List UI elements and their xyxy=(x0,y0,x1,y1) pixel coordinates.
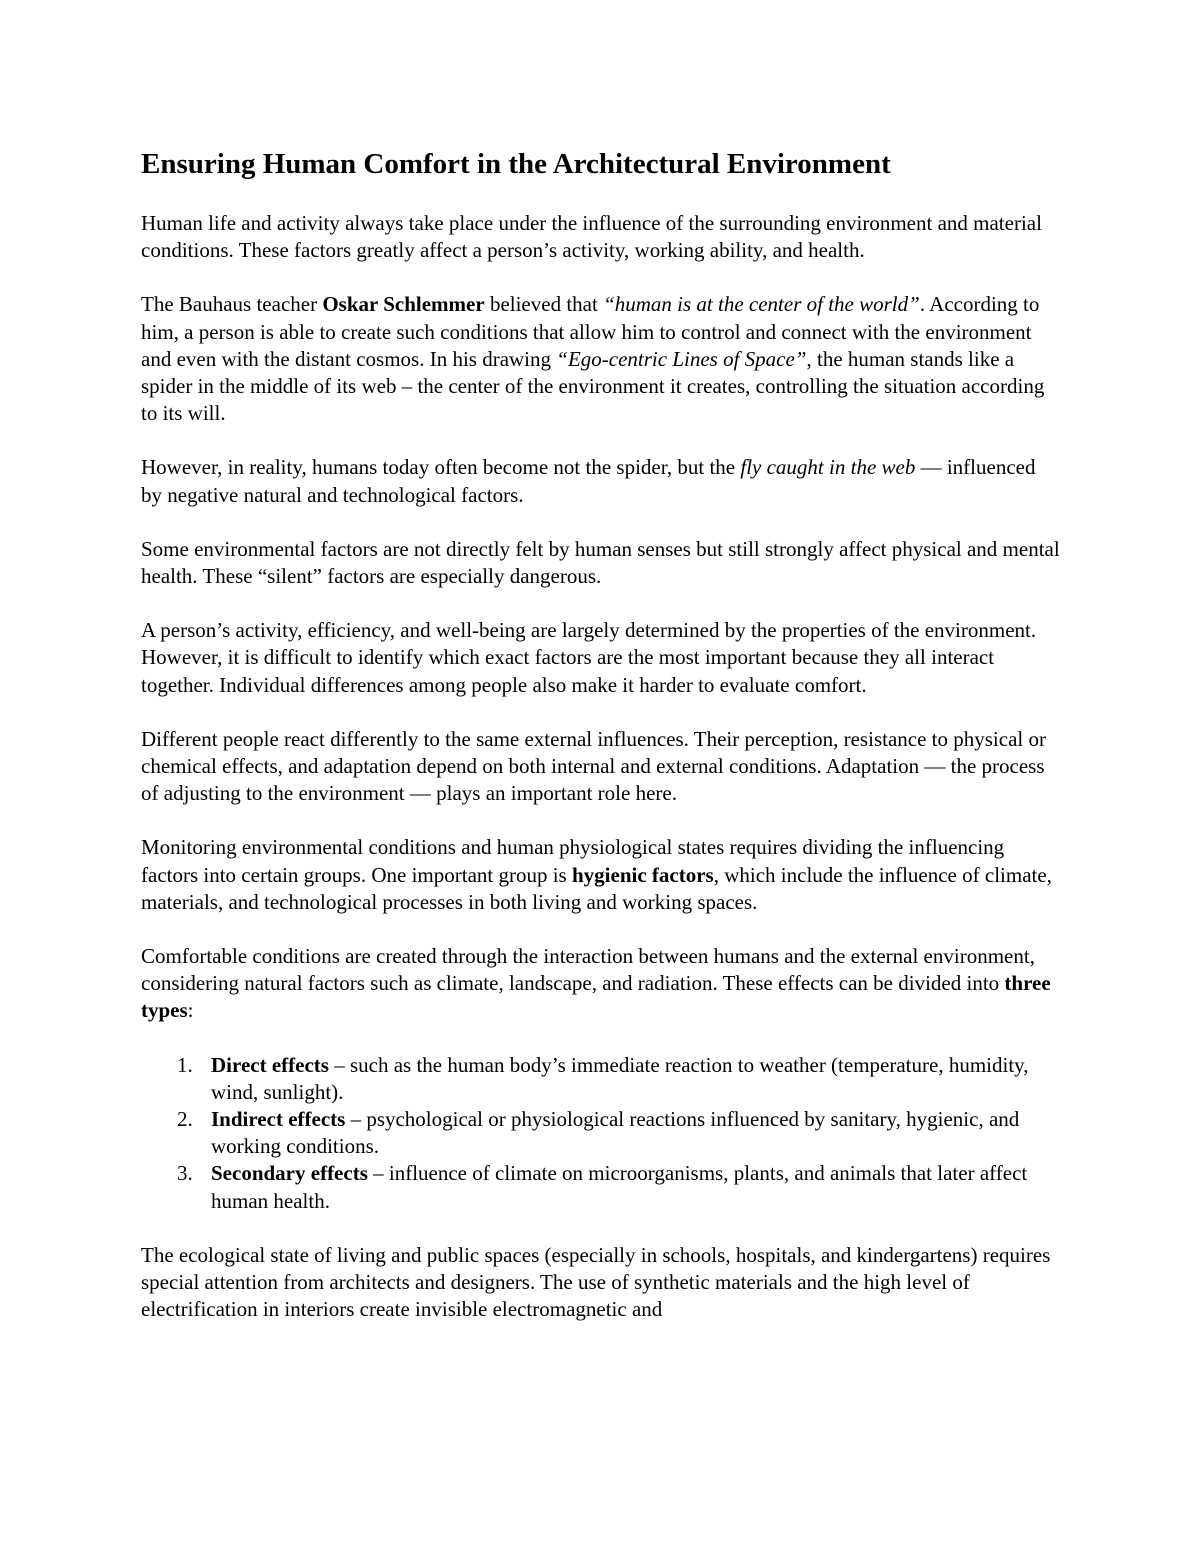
paragraph-silent-factors: Some environmental factors are not directly felt by human senses but still strongly affect physical and mental health. These “silent” factors are especially dangerous. xyxy=(141,536,1060,589)
text-run: . According to him, a person is able to create such conditions that allow him to control and connect with the environment and even with the distant cosmos. In his drawing xyxy=(141,292,1040,371)
list-term: Indirect effects xyxy=(211,1107,346,1132)
effects-list xyxy=(141,1052,1061,1215)
text-run: — influenced by negative natural and technological factors. xyxy=(141,455,1036,507)
name-bold: Oskar Schlemmer xyxy=(322,292,485,317)
term-bold: hygienic factors xyxy=(571,862,714,887)
text-run: Monitoring environmental conditions and human physiological states requires dividing the influencing factors into certain groups. One important group is xyxy=(141,835,1005,887)
text-run: The Bauhaus teacher xyxy=(141,292,323,317)
list-term: Direct effects xyxy=(211,1052,329,1077)
drawing-title-italic: “Ego-centric Lines of Space” xyxy=(556,346,807,371)
document-page xyxy=(141,138,1061,1351)
paragraph-reality xyxy=(141,454,1061,508)
text-run: : xyxy=(187,998,194,1023)
text-run: believed that xyxy=(484,292,604,317)
emphasis-italic: fly caught in the web xyxy=(740,455,916,480)
list-item xyxy=(141,1106,1061,1160)
list-text: – influence of climate on microorganisms, plants, and animals that later affect human health. xyxy=(211,1161,1028,1213)
list-item xyxy=(141,1052,1061,1106)
document-title: Ensuring Human Comfort in the Architectural Environment xyxy=(141,148,891,180)
list-text: – such as the human body’s immediate reaction to weather (temperature, humidity, wind, sunlight). xyxy=(211,1052,1029,1104)
paragraph-comfort xyxy=(141,943,1061,1025)
list-text: – psychological or physiological reactions influenced by sanitary, hygienic, and working conditions. xyxy=(211,1107,1020,1159)
list-item xyxy=(141,1160,1061,1214)
list-number: 1. xyxy=(177,1052,193,1077)
term-bold: three types xyxy=(141,971,1051,1023)
paragraph-intro: Human life and activity always take place under the influence of the surrounding environment and material conditions. These factors greatly affect a person’s activity, working ability, and health. xyxy=(141,211,1042,263)
list-term: Secondary effects xyxy=(211,1161,368,1186)
paragraph-adaptation: Different people react differently to the same external influences. Their perception, resistance to physical or chemical effects, and adaptation depend on both internal and external conditions. Adaptation — the process of adjusting to the environment — plays an important role here. xyxy=(141,726,1046,806)
text-run: However, in reality, humans today often become not the spider, but the xyxy=(141,455,741,480)
list-number: 3. xyxy=(177,1161,193,1186)
paragraph-hygienic xyxy=(141,834,1061,916)
quote-italic: “human is at the center of the world” xyxy=(603,292,920,317)
text-run: , the human stands like a spider in the middle of its web – the center of the environment it creates, controlling the situation according to its will. xyxy=(141,346,1045,426)
paragraph-activity: A person’s activity, efficiency, and well-being are largely determined by the properties of the environment. However, it is difficult to identify which exact factors are the most important because they all interact together. Individual differences among people also make it harder to evaluate comfort. xyxy=(141,618,1037,697)
text-run: , which include the influence of climate, materials, and technological processes in both living and working spaces. xyxy=(141,862,1052,914)
paragraph-ecological: The ecological state of living and public spaces (especially in schools, hospitals, and kindergartens) requires special attention from architects and designers. The use of synthetic materials and the high level of electrification in interiors create invisible electromagnetic and xyxy=(141,1242,1051,1322)
list-number: 2. xyxy=(177,1107,193,1132)
paragraph-schlemmer xyxy=(141,291,1061,427)
text-run: Comfortable conditions are created through the interaction between humans and the external environment, considering natural factors such as climate, landscape, and radiation. These effects can be divided into xyxy=(141,944,1035,996)
